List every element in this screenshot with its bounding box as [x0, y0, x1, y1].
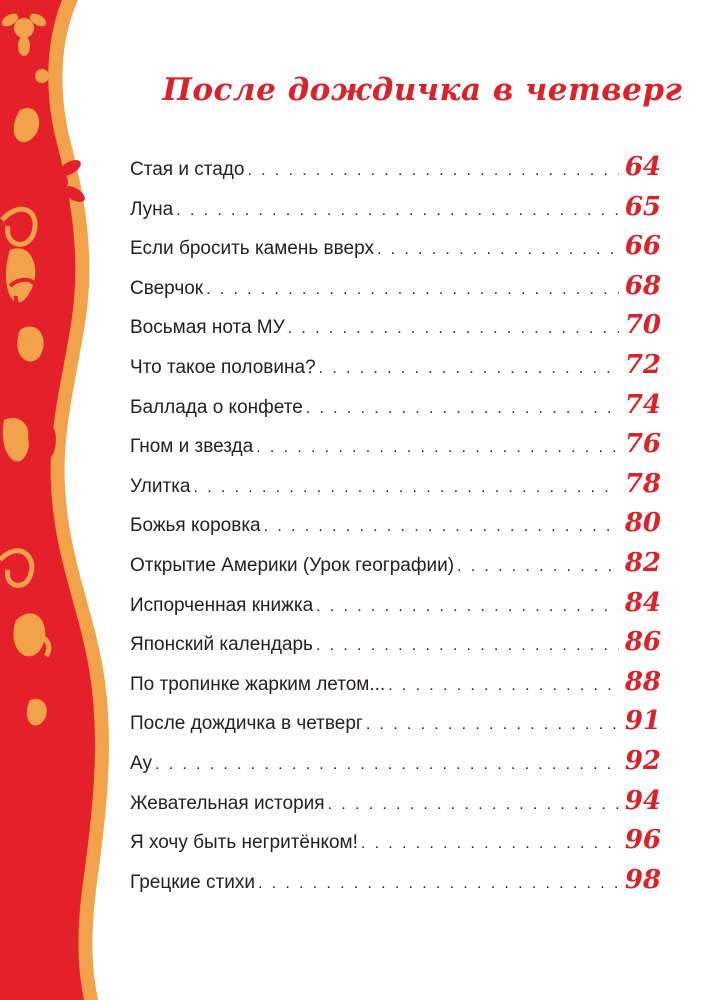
toc-entry-title: Восьмая нота МУ: [130, 317, 285, 339]
toc-entry-title: Гном и звезда: [130, 436, 254, 458]
toc-entry-title: Луна: [130, 198, 174, 220]
dot-leader: [306, 400, 619, 418]
toc-entry-title: Ау: [130, 752, 152, 774]
toc-page-number: 72: [624, 349, 661, 380]
dot-leader: [247, 162, 618, 180]
toc-entry[interactable]: [130, 786, 661, 826]
toc-page-number: 64: [624, 152, 661, 182]
toc-entry-title: Сверчок: [130, 277, 204, 299]
toc-entry[interactable]: [130, 152, 661, 192]
toc-entry[interactable]: [130, 825, 661, 865]
toc-entry[interactable]: [130, 667, 661, 707]
toc-entry-title: Грецкие стихи: [130, 871, 255, 893]
toc-entry[interactable]: [130, 429, 661, 469]
toc-page-number: 96: [624, 825, 661, 856]
toc-page-number: 70: [624, 310, 661, 341]
toc-entry-title: Японский календарь: [130, 634, 313, 656]
dot-leader: [319, 360, 619, 378]
dot-leader: [366, 716, 619, 734]
toc-page-number: 98: [624, 864, 661, 895]
page-title: После дождичка в четверг: [162, 72, 683, 108]
dot-leader: [316, 637, 619, 655]
dot-leader: [377, 241, 619, 259]
dot-leader: [206, 281, 619, 299]
toc-entry[interactable]: [130, 548, 661, 588]
toc-page-number: 86: [624, 627, 661, 658]
toc-page-number: 88: [624, 666, 661, 697]
toc-entry[interactable]: [130, 231, 661, 271]
dot-leader: [288, 320, 619, 338]
toc-entry-title: По тропинке жарким летом...: [130, 673, 386, 695]
toc-entry-title: Баллада о конфете: [130, 396, 303, 418]
toc-entry-title: Божья коровка: [130, 515, 261, 537]
dot-leader: [388, 677, 619, 695]
toc-page-number: 94: [624, 785, 661, 816]
toc-entry[interactable]: [130, 310, 661, 350]
toc-entry-title: Я хочу быть негритёнком!: [130, 832, 358, 854]
toc-entry[interactable]: [130, 350, 661, 390]
toc-entry[interactable]: [130, 271, 661, 311]
toc-entry[interactable]: [130, 627, 661, 667]
toc-page-number: 84: [624, 587, 661, 618]
toc-page-number: 66: [624, 231, 661, 262]
toc-page-number: 65: [624, 191, 661, 222]
toc-page-number: 92: [624, 745, 661, 776]
toc-page-number: 74: [624, 389, 661, 420]
toc-entry[interactable]: [130, 469, 661, 509]
toc-entry[interactable]: [130, 508, 661, 548]
dot-leader: [328, 796, 619, 814]
toc-entry[interactable]: [130, 390, 661, 430]
dot-leader: [264, 518, 619, 536]
toc-entry-title: Испорченная книжка: [130, 594, 314, 616]
toc-entry[interactable]: [130, 746, 661, 786]
toc-entry[interactable]: [130, 865, 661, 905]
dot-leader: [457, 558, 619, 576]
dot-leader: [155, 756, 619, 774]
toc-page-number: 68: [624, 270, 661, 301]
dot-leader: [361, 835, 619, 853]
toc-entry-title: После дождичка в четверг: [130, 713, 363, 735]
toc-page-number: 91: [624, 706, 661, 737]
toc-entry[interactable]: [130, 706, 661, 746]
toc-entry-title: Если бросить камень вверх: [130, 238, 374, 260]
toc-entry-title: Жевательная история: [130, 792, 325, 814]
toc-entry-title: Открытие Америки (Урок географии): [130, 554, 455, 576]
dot-leader: [258, 875, 619, 893]
toc-entry-title: Улитка: [130, 475, 191, 497]
toc-page-number: 78: [624, 468, 661, 499]
dot-leader: [316, 598, 619, 616]
table-of-contents: [130, 152, 661, 904]
dot-leader: [194, 479, 619, 497]
toc-page-number: 76: [624, 429, 661, 460]
toc-page-number: 80: [624, 508, 661, 539]
toc-entry[interactable]: [130, 588, 661, 628]
dot-leader: [256, 439, 619, 457]
toc-entry[interactable]: [130, 192, 661, 232]
decorative-floral-border: [0, 0, 130, 1000]
toc-page-number: 82: [624, 547, 661, 578]
toc-entry-title: Стая и стадо: [130, 159, 245, 180]
toc-entry-title: Что такое половина?: [130, 356, 316, 378]
dot-leader: [176, 202, 619, 220]
